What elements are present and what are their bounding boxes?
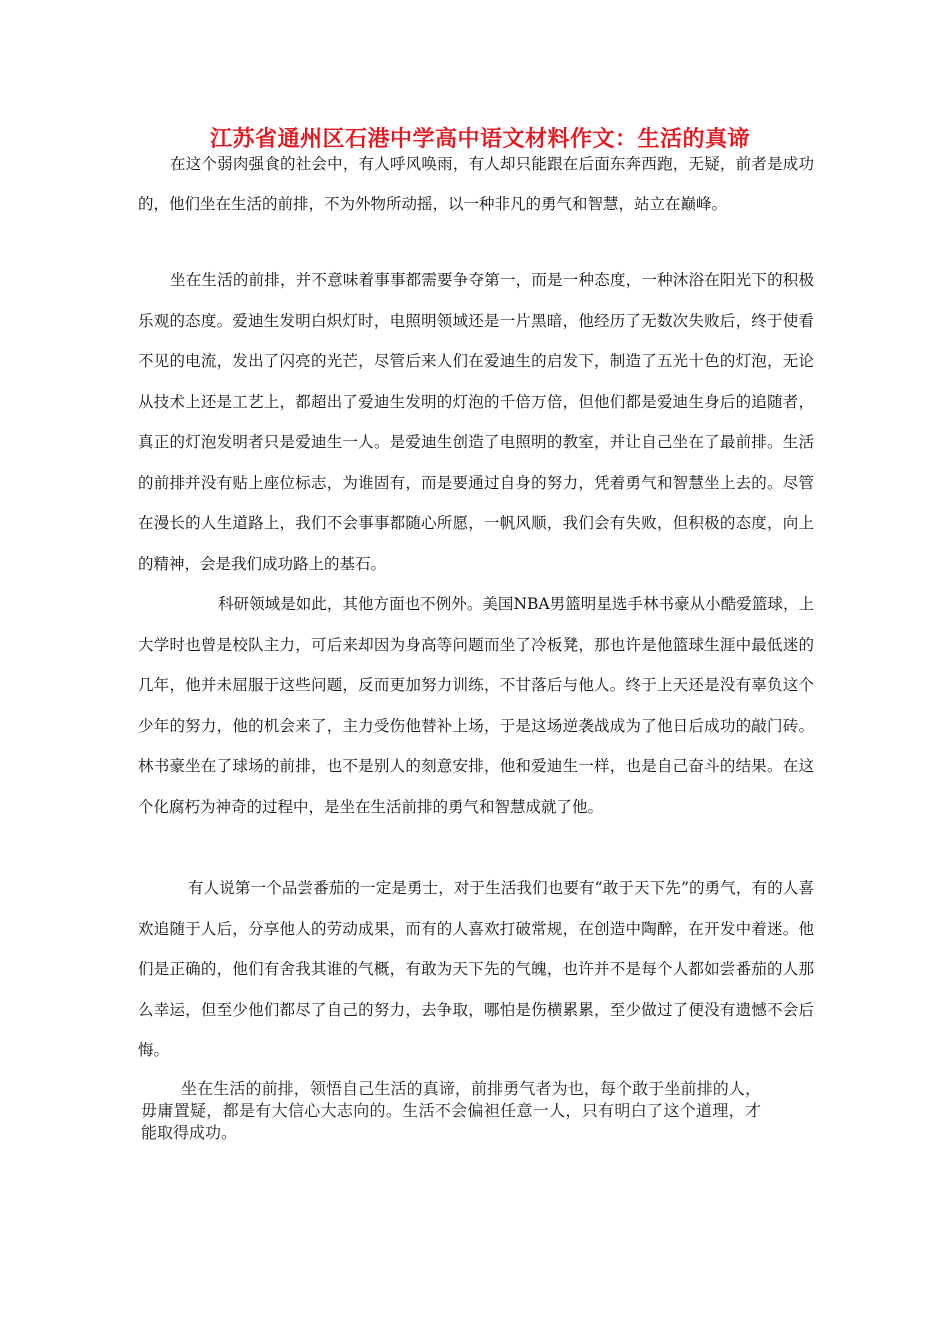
paragraph-tomato: 有人说第一个品尝番茄的一定是勇士，对于生活我们也要有“敢于天下先”的勇气，有的人喜欢追随于人后，分享他人的劳动成果，而有的人喜欢打破常规，在创造中陶醉，在开发中着迷。他们是正确的，他们有舍我其谁的气概，有敢为天下先的气魄，也许并不是每个人都如尝番茄的人那么幸运，但至少他们都尽了自己的努力，去争取，哪怕是伤横累累，至少做过了便没有遗憾不会后悔。 xyxy=(138,879,814,1059)
scanned-conclusion-text: 坐在生活的前排，领悟自己生活的真谛，前排勇气者为也，每个敢于坐前排的人，毋庸置疑，都是有大信心大志向的。生活不会偏袒任意一人，只有明白了这个道理，才能取得成功。 xyxy=(141,1079,761,1142)
paragraph-edison: 坐在生活的前排，并不意味着事事都需要争夺第一，而是一种态度，一种沐浴在阳光下的积极乐观的态度。爱迪生发明白炽灯时，电照明领域还是一片黑暗，他经历了无数次失败后，终于使看不见的电流，发出了闪亮的光芒，尽管后来人们在爱迪生的启发下，制造了五光十色的灯泡，无论从技术上还是工艺上，都超出了爱迪生发明的灯泡的千倍万倍，但他们都是爱迪生身后的追随者，真正的灯泡发明者只是爱迪生一人。是爱迪生创造了电照明的教室，并让自己坐在了最前排。生活的前排并没有贴上座位标志，为谁固有，而是要通过自身的努力，凭着勇气和智慧坐上去的。尽管在漫长的人生道路上，我们不会事事都随心所愿，一帆风顺，我们会有失败，但积极的态度，向上的精神，会是我们成功路上的基石。 xyxy=(138,271,814,573)
document-title: 江苏省通州区石港中学高中语文材料作文：生活的真谛 xyxy=(209,126,750,152)
paragraph-intro: 在这个弱肉强食的社会中，有人呼风唤雨，有人却只能跟在后面东奔西跑，无疑，前者是成功的，他们坐在生活的前排，不为外物所动摇，以一种非凡的勇气和智慧，站立在巅峰。 xyxy=(138,155,814,213)
paragraph-lin-shuhao: 科研领域是如此，其他方面也不例外。美国NBA男篮明星选手林书豪从小酷爱篮球，上大学时也曾是校队主力，可后来却因为身高等问题而坐了冷板凳，那也许是他篮球生涯中最低迷的几年，他并未屈服于这些问题，反而更加努力训练，不甘落后与他人。终于上天还是没有辜负这个少年的努力，他的机会来了，主力受伤他替补上场，于是这场逆袭战成为了他日后成功的敲门砖。林书豪坐在了球场的前排，也不是别人的刻意安排，他和爱迪生一样，也是自己奋斗的结果。在这个化腐朽为神奇的过程中，是坐在生活前排的勇气和智慧成就了他。 xyxy=(138,595,814,816)
